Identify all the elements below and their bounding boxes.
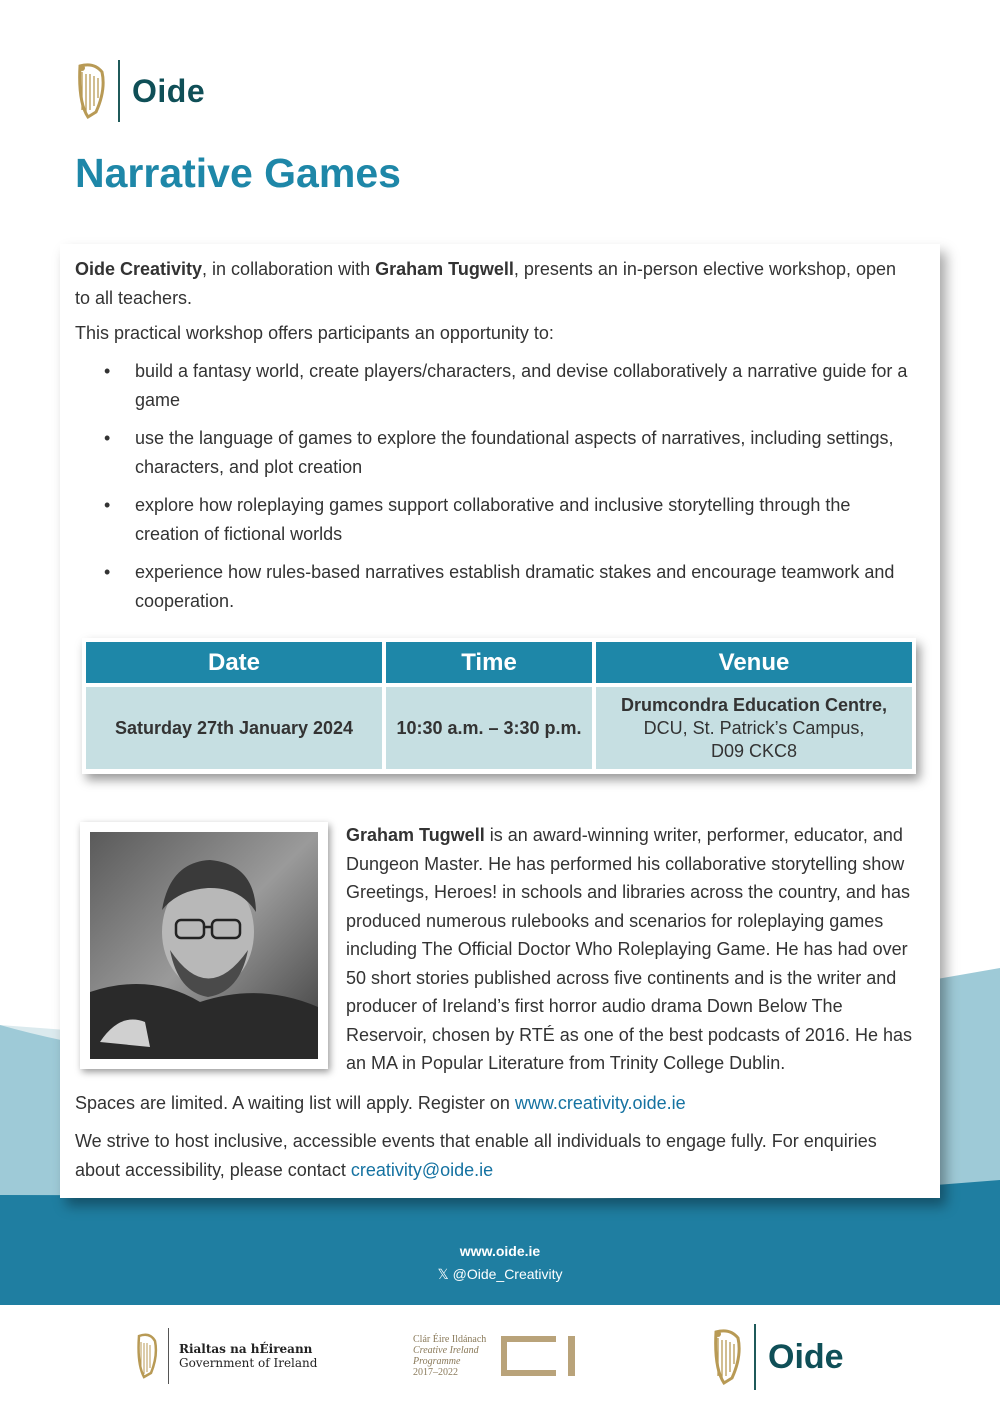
- intro-paragraph: Oide Creativity, in collaboration with Graham Tugwell, presents an in-person elective workshop, open to all teachers.: [75, 259, 897, 308]
- harp-icon: [134, 1332, 160, 1380]
- oide-logo-footer: [710, 1324, 844, 1390]
- event-table: [82, 638, 916, 773]
- list-item: • use the language of games to explore the foundational aspects of narratives, including settings, characters, and plot creation: [104, 428, 894, 477]
- event-table-wrapper: [82, 638, 916, 774]
- bio-paragraph: Graham Tugwell is an award-winning writer, performer, educator, and Dungeon Master. He has performed his collaborative storytelling show Greetings, Heroes! in schools and libraries across the country, and has produced numerous rulebooks and scenarios for roleplaying games including The Official Doctor Who Roleplaying Game. He has had over 50 short stories published across five continents and is the writer and producer of Ireland’s first horror audio drama Down Below The Reservoir, chosen by RTÉ as one of the best podcasts of 2016. He has an MA in Popular Literature from Trinity College Dublin.: [346, 825, 912, 1073]
- creative-ireland-mark-icon: [500, 1335, 580, 1377]
- footer-social[interactable]: [0, 1266, 1000, 1283]
- gov-name-english: Government of Ireland: [179, 1356, 318, 1370]
- objectives-list: [75, 357, 915, 625]
- header-time: Time: [386, 642, 592, 683]
- header-venue: Venue: [596, 642, 912, 683]
- registration-note: Spaces are limited. A waiting list will apply. Register on www.creativity.oide.ie: [75, 1093, 686, 1113]
- list-item: • explore how roleplaying games support collaborative and inclusive storytelling through the creation of fictional worlds: [104, 495, 851, 544]
- list-item: • build a fantasy world, create players/characters, and devise collaboratively a narrative guide for a game: [104, 361, 908, 410]
- contact-email-link[interactable]: creativity@oide.ie: [350, 1159, 494, 1180]
- oide-wordmark-footer: Oide: [768, 1337, 844, 1376]
- event-time: 10:30 a.m. – 3:30 p.m.: [386, 687, 592, 769]
- event-venue: Drumcondra Education Centre, DCU, St. Patrick’s Campus, D09 CKC8: [596, 687, 912, 769]
- oide-wordmark: Oide: [132, 72, 206, 109]
- list-item: • experience how rules-based narratives establish dramatic stakes and encourage teamwork and cooperation.: [104, 562, 895, 611]
- partner-logos: [0, 1310, 1000, 1415]
- registration-link[interactable]: www.creativity.oide.ie: [514, 1093, 686, 1113]
- creative-ireland-logo: Clár Éire Ildánach Creative Ireland Programme 2017–2022: [413, 1334, 580, 1378]
- header-date: Date: [86, 642, 382, 683]
- info-card: [60, 244, 940, 1198]
- harp-icon: [74, 62, 108, 120]
- footer-website-link[interactable]: www.oide.ie: [459, 1243, 541, 1259]
- portrait-image: [90, 832, 318, 1059]
- harp-icon: [710, 1328, 744, 1386]
- social-handle: @Oide_Creativity: [452, 1266, 563, 1282]
- oide-logo: [74, 60, 205, 122]
- page-title: Narrative Games: [75, 150, 401, 196]
- logo-divider: [118, 60, 120, 122]
- accessibility-note: We strive to host inclusive, accessible events that enable all individuals to engage fully. For enquiries about accessibility, please contact creativity@oide.ie: [75, 1131, 877, 1180]
- footer-band: [0, 1236, 1000, 1306]
- bio-name: Graham Tugwell: [346, 825, 485, 845]
- government-logo: [134, 1328, 317, 1384]
- x-logo-icon: 𝕏: [437, 1266, 449, 1282]
- portrait-photo: [80, 822, 328, 1069]
- org-name: Oide Creativity: [75, 259, 203, 279]
- collaborator-name: Graham Tugwell: [375, 259, 514, 279]
- lead-paragraph: This practical workshop offers participants an opportunity to:: [75, 323, 554, 343]
- gov-name-irish: Rialtas na hÉireann: [179, 1342, 313, 1356]
- event-date: Saturday 27th January 2024: [86, 687, 382, 769]
